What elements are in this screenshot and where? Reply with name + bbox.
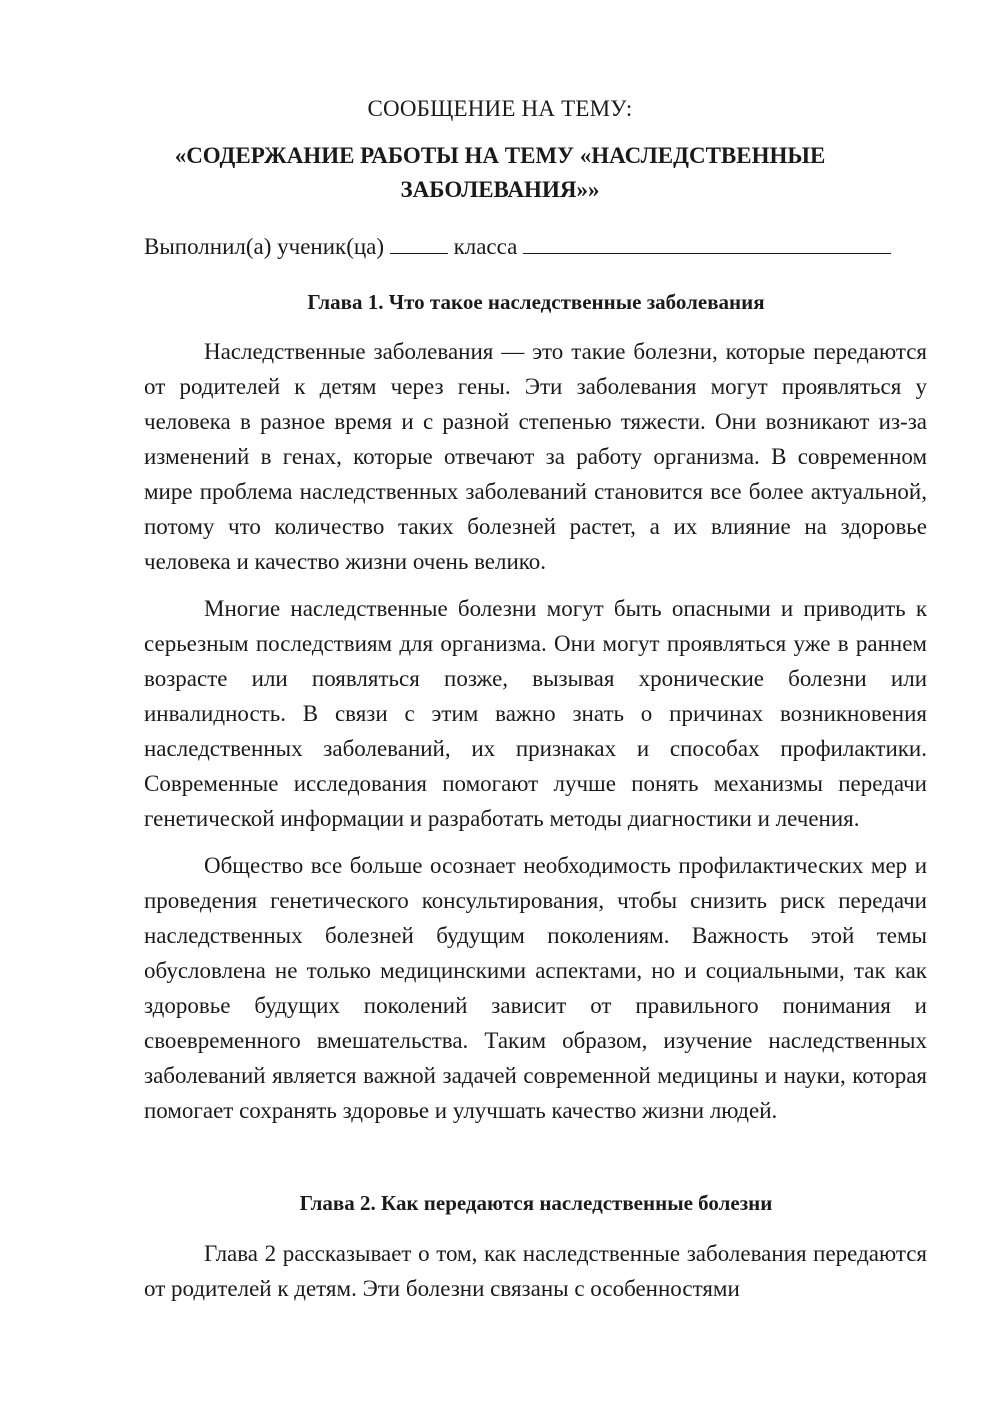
document-title-line-2: «СОДЕРЖАНИЕ РАБОТЫ НА ТЕМУ «НАСЛЕДСТВЕННЫЕ <box>174 143 826 168</box>
chapter1-paragraph-2: Многие наследственные болезни могут быть опасными и приводить к серьезным последствиям для организма. Они могут проявляться уже в раннем возрасте или появляться позже, вызывая хронические болезни или инвалидность. В связи с этим важно знать о причинах возникновения наследственных заболеваний, их признаках и способах профилактики. Современные исследования помогают лучше понять механизмы передачи генетической информации и разработать методы диагностики и лечения. <box>144 596 927 831</box>
chapter1-paragraph-3: Общество все больше осознает необходимость профилактических мер и проведения генетического консультирования, чтобы снизить риск передачи наследственных болезней будущим поколениям. Важность этой темы обусловлена не только медицинскими аспектами, но и социальными, так как здоровье будущих поколений зависит от правильного понимания и своевременного вмешательства. Таким образом, изучение наследственных заболеваний является важной задачей современной медицины и науки, которая помогает сохранять здоровье и улучшать качество жизни людей. <box>144 853 927 1123</box>
signature-line <box>144 231 934 262</box>
document-title-line-3: ЗАБОЛЕВАНИЯ»» <box>400 177 600 202</box>
document-title-line-1: СООБЩЕНИЕ НА ТЕМУ: <box>367 96 633 121</box>
chapter2-heading: Глава 2. Как передаются наследственные болезни <box>299 1191 773 1215</box>
class-blank-field <box>390 231 448 254</box>
chapter1-heading: Глава 1. Что такое наследственные заболевания <box>307 290 765 314</box>
chapter1-paragraph-1: Наследственные заболевания — это такие болезни, которые передаются от родителей к детям через гены. Эти заболевания могут проявляться у человека в разное время и с разной степенью тяжести. Они возникают из-за изменений в генах, которые отвечают за работу организма. В современном мире проблема наследственных заболеваний становится все более актуальной, потому что количество таких болезней растет, а их влияние на здоровье человека и качество жизни очень велико. <box>144 339 927 574</box>
name-blank-field <box>523 231 891 254</box>
signature-class-label: класса <box>453 234 518 259</box>
signature-prefix: Выполнил(а) ученик(ца) <box>144 234 385 259</box>
chapter2-paragraph-1: Глава 2 рассказывает о том, как наследственные заболевания передаются от родителей к детям. Эти болезни связаны с особенностями <box>144 1241 927 1301</box>
